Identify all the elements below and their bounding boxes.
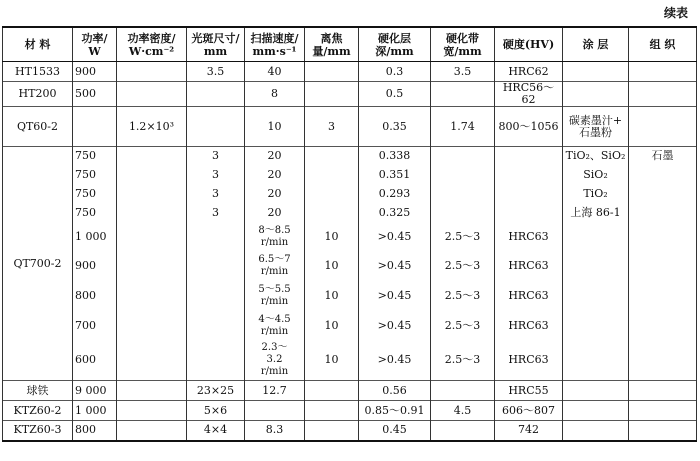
cell-speed: 10 [245,107,305,147]
cell-coating [563,341,629,381]
header-spot: 光斑尺寸/ mm [187,27,245,62]
cell-power: 750 [73,204,117,223]
cell-defocus [305,421,359,441]
cell-power: 1 000 [73,223,117,251]
cell-material: KTZ60-3 [3,421,73,441]
cell-defocus: 10 [305,311,359,341]
cell-structure [629,107,697,147]
table-row [3,62,697,82]
cell-spot [187,311,245,341]
cell-width [431,185,495,204]
cell-power: 900 [73,62,117,82]
cell-hardness: HRC62 [495,62,563,82]
cell-speed: 4～4.5 r/min [245,311,305,341]
header-structure: 组 织 [629,27,697,62]
header-power: 功率/ W [73,27,117,62]
header-row [3,27,697,62]
cell-depth: >0.45 [359,223,431,251]
cell-material: KTZ60-2 [3,401,73,421]
cell-power: 750 [73,185,117,204]
cell-speed: 20 [245,204,305,223]
cell-speed: 8.3 [245,421,305,441]
table-row [3,401,697,421]
cell-width: 1.74 [431,107,495,147]
cell-depth: 0.338 [359,147,431,166]
cell-structure [629,401,697,421]
cell-power: 600 [73,341,117,381]
cell-material: 球铁 [3,381,73,401]
cell-power: 800 [73,281,117,311]
header-speed: 扫描速度/ mm·s⁻¹ [245,27,305,62]
cell-defocus [305,381,359,401]
cell-density [117,147,187,381]
cell-depth: >0.45 [359,251,431,281]
cell-hardness: HRC55 [495,381,563,401]
cell-defocus [305,401,359,421]
cell-speed: 20 [245,185,305,204]
cell-coating [563,223,629,251]
cell-depth: 0.35 [359,107,431,147]
cell-defocus [305,62,359,82]
table-row [3,223,697,251]
cell-spot: 23×25 [187,381,245,401]
cell-power: 800 [73,421,117,441]
cell-width: 4.5 [431,401,495,421]
table-row [3,147,697,166]
laser-hardening-table [2,26,697,442]
cell-spot: 4×4 [187,421,245,441]
cell-depth: 0.56 [359,381,431,401]
table-row [3,107,697,147]
cell-structure: 石墨 [629,147,697,381]
cell-hardness: HRC63 [495,341,563,381]
cell-depth: >0.45 [359,311,431,341]
cell-spot: 3.5 [187,62,245,82]
header-hardness: 硬度(HV) [495,27,563,62]
cell-defocus [305,147,359,166]
cell-spot: 3 [187,204,245,223]
cell-power: 1 000 [73,401,117,421]
cell-spot: 3 [187,147,245,166]
cell-width: 3.5 [431,62,495,82]
cell-structure [629,421,697,441]
cell-power: 750 [73,166,117,185]
cell-density [117,421,187,441]
cell-spot [187,107,245,147]
cell-coating [563,281,629,311]
header-coating: 涂 层 [563,27,629,62]
cell-coating [563,401,629,421]
cell-material: QT700-2 [3,147,73,381]
cell-defocus: 10 [305,341,359,381]
cell-speed: 6.5～7 r/min [245,251,305,281]
cell-depth: 0.5 [359,82,431,107]
cell-coating: TiO₂、SiO₂ [563,147,629,166]
cell-coating [563,82,629,107]
cell-width [431,82,495,107]
table-row [3,341,697,381]
cell-defocus [305,166,359,185]
cell-coating [563,421,629,441]
header-defocus: 离焦 量/mm [305,27,359,62]
cell-depth: 0.3 [359,62,431,82]
cell-width: 2.5～3 [431,251,495,281]
cell-spot [187,281,245,311]
cell-width [431,421,495,441]
cell-speed: 8 [245,82,305,107]
cell-spot [187,82,245,107]
cell-power [73,107,117,147]
cell-power: 500 [73,82,117,107]
cell-hardness: HRC63 [495,251,563,281]
cell-hardness: 742 [495,421,563,441]
cell-width: 2.5～3 [431,341,495,381]
cell-depth: 0.45 [359,421,431,441]
table-row [3,281,697,311]
cell-speed: 20 [245,166,305,185]
cell-hardness [495,147,563,166]
cell-spot: 5×6 [187,401,245,421]
cell-structure [629,381,697,401]
cell-material: HT1533 [3,62,73,82]
cell-defocus [305,204,359,223]
cell-width [431,147,495,166]
table-row [3,82,697,107]
cell-spot [187,341,245,381]
cell-coating: 碳素墨汁+ 石墨粉 [563,107,629,147]
cell-speed: 40 [245,62,305,82]
header-depth: 硬化层 深/mm [359,27,431,62]
cell-defocus: 3 [305,107,359,147]
cell-speed: 5～5.5 r/min [245,281,305,311]
cell-speed [245,401,305,421]
cell-width: 2.5～3 [431,281,495,311]
cell-hardness [495,185,563,204]
cell-hardness [495,204,563,223]
cell-power: 900 [73,251,117,281]
table-row [3,251,697,281]
cell-hardness: HRC63 [495,311,563,341]
cell-depth: >0.45 [359,281,431,311]
cell-hardness [495,166,563,185]
header-width: 硬化带 宽/mm [431,27,495,62]
cell-hardness: 800～1056 [495,107,563,147]
cell-defocus: 10 [305,281,359,311]
cell-defocus [305,82,359,107]
cell-speed: 8～8.5 r/min [245,223,305,251]
cell-defocus: 10 [305,223,359,251]
table-row [3,166,697,185]
cell-power: 9 000 [73,381,117,401]
header-material: 材 料 [3,27,73,62]
cell-speed: 2.3～ 3.2 r/min [245,341,305,381]
cell-width [431,166,495,185]
header-density: 功率密度/ W·cm⁻² [117,27,187,62]
cell-coating: TiO₂ [563,185,629,204]
cell-spot [187,251,245,281]
cell-width: 2.5～3 [431,311,495,341]
cell-density [117,401,187,421]
cell-power: 700 [73,311,117,341]
cell-speed: 20 [245,147,305,166]
cell-defocus: 10 [305,251,359,281]
cell-depth: 0.351 [359,166,431,185]
cell-depth: 0.325 [359,204,431,223]
cell-spot [187,223,245,251]
cell-depth: 0.293 [359,185,431,204]
cell-hardness: 606～807 [495,401,563,421]
cell-spot: 3 [187,185,245,204]
cell-density [117,82,187,107]
cell-width [431,381,495,401]
cell-hardness: HRC63 [495,223,563,251]
cell-coating: SiO₂ [563,166,629,185]
table-row [3,311,697,341]
cell-depth: >0.45 [359,341,431,381]
cell-structure [629,62,697,82]
cell-width: 2.5～3 [431,223,495,251]
table-row [3,185,697,204]
cell-coating [563,251,629,281]
cell-width [431,204,495,223]
table-caption: 续表 [663,6,688,20]
table-row [3,204,697,223]
cell-coating [563,381,629,401]
table-row [3,421,697,441]
cell-depth: 0.85～0.91 [359,401,431,421]
cell-coating: 上海 86-1 [563,204,629,223]
cell-power: 750 [73,147,117,166]
cell-spot: 3 [187,166,245,185]
cell-material: QT60-2 [3,107,73,147]
cell-speed: 12.7 [245,381,305,401]
cell-hardness: HRC63 [495,281,563,311]
cell-defocus [305,185,359,204]
cell-density [117,381,187,401]
cell-hardness: HRC56～62 [495,82,563,107]
cell-coating [563,311,629,341]
cell-density: 1.2×10³ [117,107,187,147]
cell-density [117,62,187,82]
table-row [3,381,697,401]
cell-material: HT200 [3,82,73,107]
cell-structure [629,82,697,107]
cell-coating [563,62,629,82]
